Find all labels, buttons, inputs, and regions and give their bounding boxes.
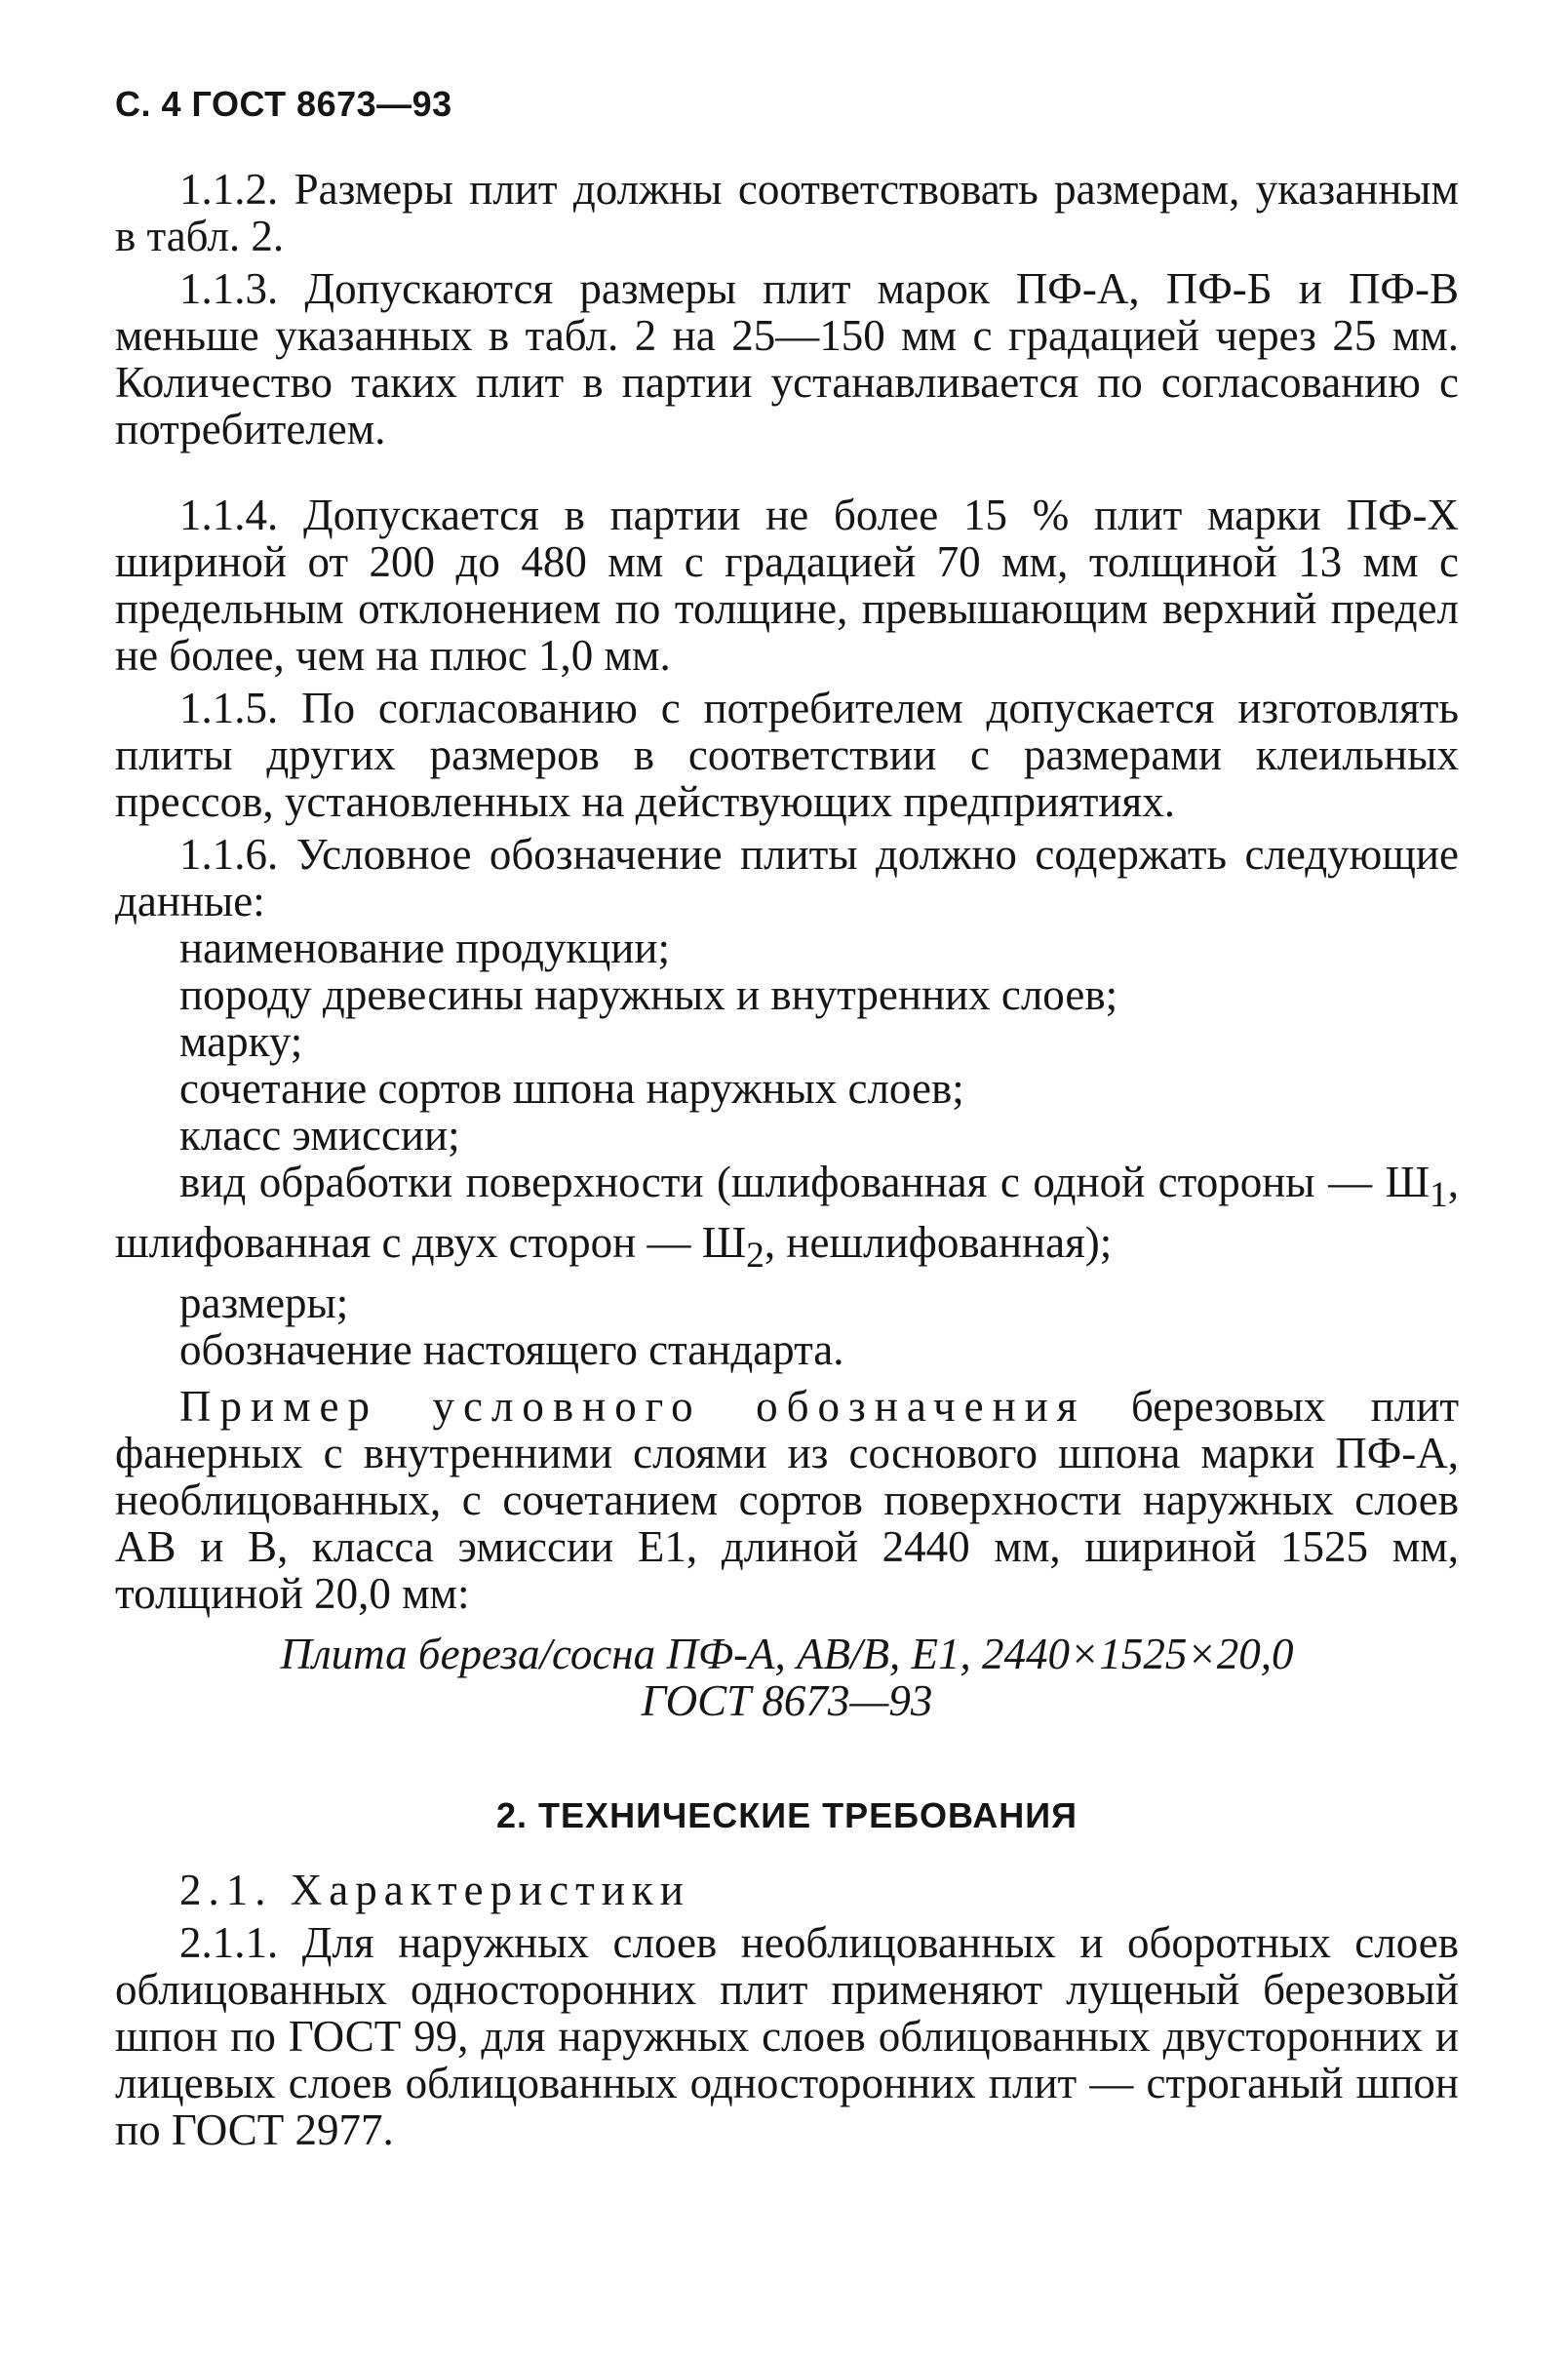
subsection-heading <box>115 1867 1459 1913</box>
section-title: 2. ТЕХНИЧЕСКИЕ ТРЕБОВАНИЯ <box>496 1795 1078 1835</box>
clause-1-1-5: 1.1.5. По согласованию с потребителем допускается изготовлять плиты других размеров в соответствии с размерами клеильных прессов, установленных на действующих предприятиях. <box>115 684 1459 826</box>
list-item-text: , нешлифованная); <box>764 1218 1113 1267</box>
clause-1-1-2: 1.1.2. Размеры плит должны соответствовать размерам, указанным в табл. 2. <box>115 165 1459 260</box>
list-item: сочетание сортов шпона наружных слоев; <box>179 1064 964 1113</box>
list-item: наименование продукции; <box>179 924 670 972</box>
designation-list <box>115 924 1459 1159</box>
example-text: березовых плит фанерных с внутренними слоями из соснового шпона марки ПФ-А, необлицованных, с сочетанием сортов поверхности наружных слоев АВ и В, класса эмиссии Е1, длиной 2440 мм, шириной 1525 мм, толщиной 20,0 мм: <box>115 1382 1459 1618</box>
example-paragraph <box>115 1383 1459 1617</box>
clause-1-1-4: 1.1.4. Допускается в партии не более 15 % плит марки ПФ-X шириной от 200 до 480 мм с градацией 70 мм, толщиной 13 мм с предельным отклонением по толщине, превышающим верхний предел не более, чем на плюс 1,0 мм. <box>115 491 1459 680</box>
example-lead: Пример условного обозначения <box>179 1382 1086 1431</box>
subscript: 1 <box>1430 1175 1448 1215</box>
list-item: обозначение настоящего стандарта. <box>179 1325 844 1374</box>
clause-2-1-1: 2.1.1. Для наружных слоев необлицованных и оборотных слоев облицованных односторонних плит применяют лущеный березовый шпон по ГОСТ 99, для наружных слоев облицованных двусторонних и лицевых слоев облицованных односторонних плит — строганый шпон по ГОСТ 2977. <box>115 1918 1459 2154</box>
list-item-text: , шлифованная с двух сторон — Ш <box>115 1158 1459 1267</box>
list-item: марку; <box>179 1017 303 1066</box>
list-item: класс эмиссии; <box>179 1111 460 1160</box>
list-item: размеры; <box>179 1278 349 1327</box>
example-designation-line-1: Плита береза/сосна ПФ-А, АВ/В, Е1, 2440×1525×20,0 <box>280 1630 1294 1678</box>
example-designation-line-2: ГОСТ 8673—93 <box>641 1676 933 1725</box>
clause-1-1-6: 1.1.6. Условное обозначение плиты должно содержать следующие данные: <box>115 830 1459 925</box>
clause-1-1-3: 1.1.3. Допускаются размеры плит марок ПФ-А, ПФ-Б и ПФ-В меньше указанных в табл. 2 на 25—150 мм с градацией через 25 мм. Количество таких плит в партии устанавливается по согласованию с потребителем. <box>115 264 1459 453</box>
list-item-text: вид обработки поверхности (шлифованная с одной стороны — Ш <box>179 1158 1430 1206</box>
designation-list-tail <box>115 1279 1459 1373</box>
subsection-number: 2.1. <box>179 1866 291 1914</box>
body-text <box>115 166 1459 2153</box>
page-header: С. 4 ГОСТ 8673—93 <box>115 84 452 124</box>
list-item-surface-treatment <box>115 1159 1459 1279</box>
subsection-title: Характеристики <box>290 1866 690 1914</box>
list-item: породу древесины наружных и внутренних слоев; <box>179 970 1118 1019</box>
subscript: 2 <box>746 1236 764 1276</box>
